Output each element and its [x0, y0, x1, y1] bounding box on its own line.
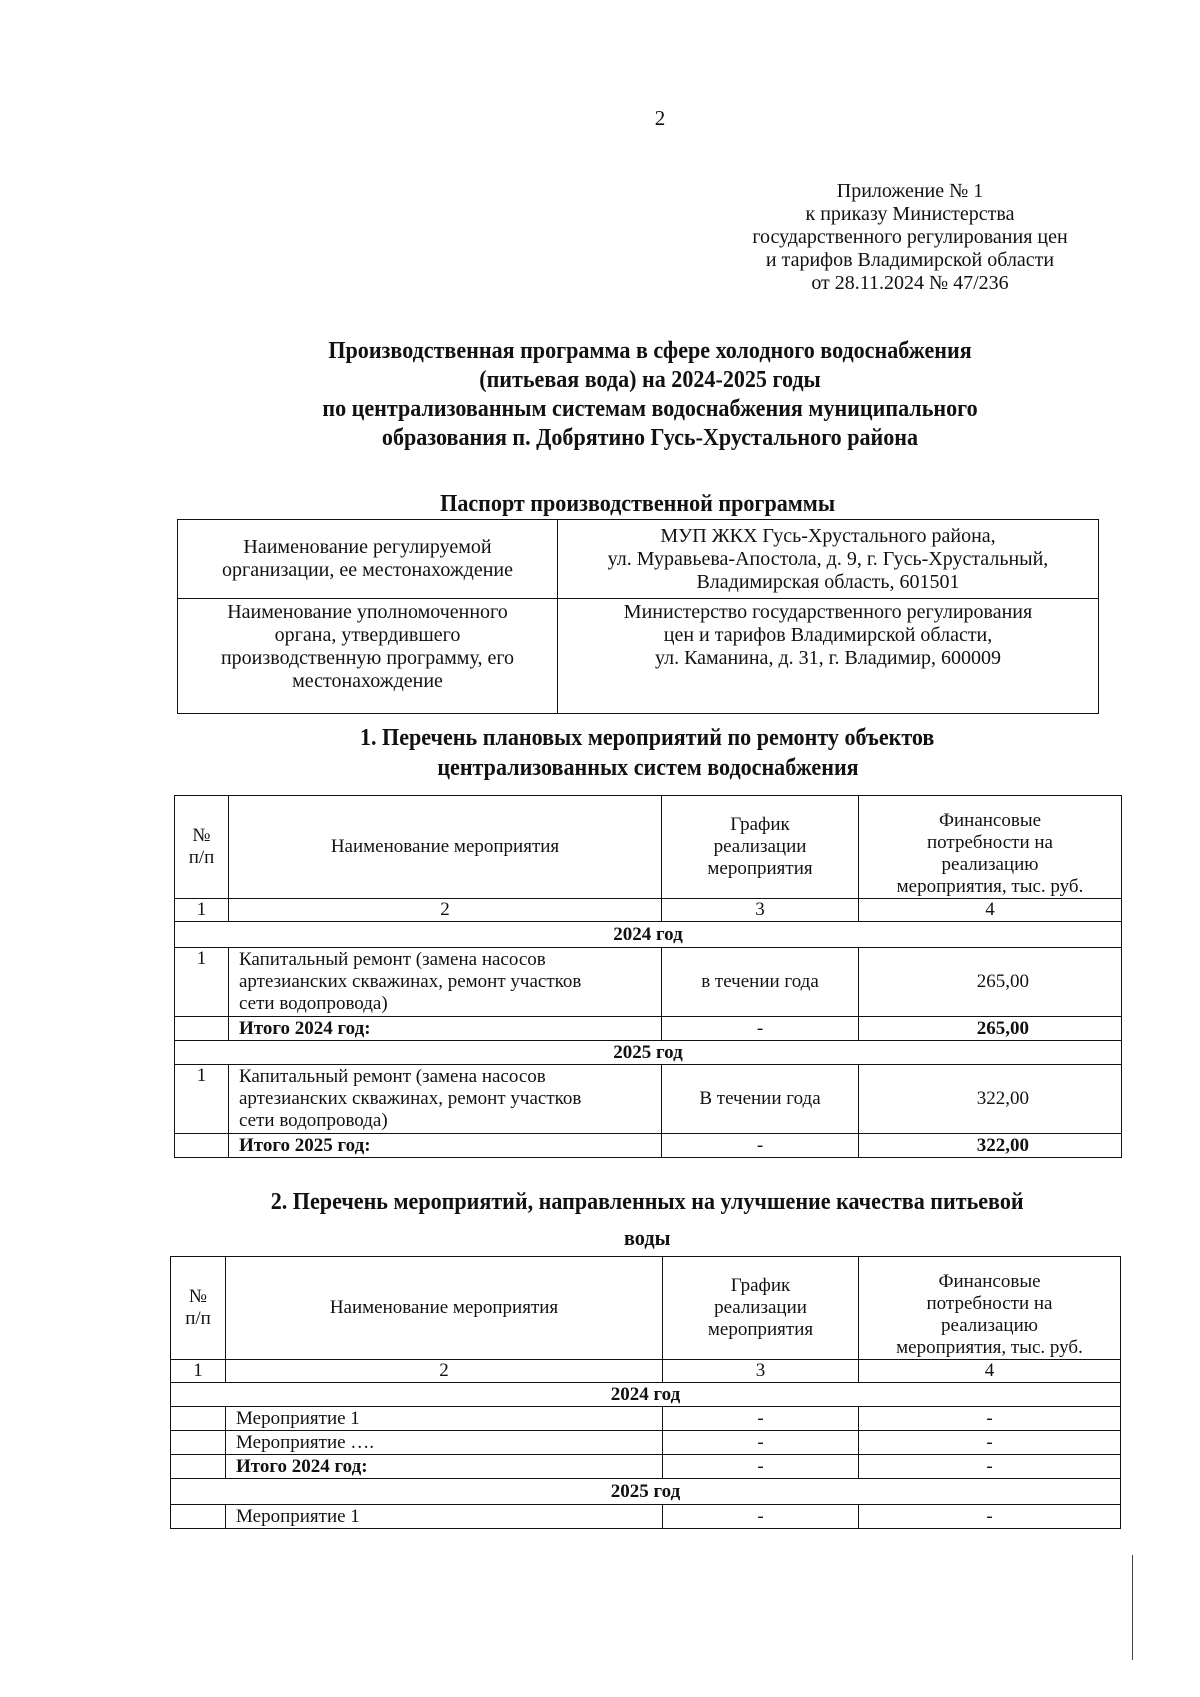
- total-row: [175, 1134, 1122, 1158]
- table-row: [171, 1505, 1121, 1529]
- row-num-empty: [171, 1431, 226, 1455]
- col-header-name: Наименование мероприятия: [229, 796, 662, 899]
- row-finance: -: [859, 1505, 1121, 1529]
- total-label: Итого 2024 год:: [226, 1455, 663, 1479]
- passport-value: МУП ЖКХ Гусь-Хрустального района, ул. Муравьева-Апостола, д. 9, г. Гусь-Хрустальный, Владимирская область, 601501: [558, 520, 1099, 599]
- row-schedule: в течении года: [662, 948, 859, 1017]
- row-finance: 322,00: [859, 1065, 1122, 1134]
- passport-row-organization: [178, 520, 1099, 599]
- row-name: Мероприятие 1: [226, 1407, 663, 1431]
- total-row: [175, 1017, 1122, 1041]
- year-row: [175, 1041, 1122, 1065]
- total-finance: 322,00: [859, 1134, 1122, 1158]
- row-finance: 265,00: [859, 948, 1122, 1017]
- col-header-finance: Финансовые потребности на реализацию мероприятия, тыс. руб.: [859, 1257, 1121, 1360]
- section2-table: [170, 1256, 1121, 1529]
- table-row: [171, 1431, 1121, 1455]
- row-num-empty: [175, 1134, 229, 1158]
- title-line: по централизованным системам водоснабжения муниципального: [322, 396, 978, 422]
- passport-row-authority: [178, 599, 1099, 714]
- document-title: [180, 337, 1120, 453]
- column-number-row: [171, 1360, 1121, 1383]
- passport-value: Министерство государственного регулирования цен и тарифов Владимирской области, ул. Каманина, д. 31, г. Владимир, 600009: [558, 599, 1099, 714]
- row-num: 1: [175, 1065, 229, 1134]
- title-line: образования п. Добрятино Гусь-Хрустального района: [381, 425, 919, 451]
- row-num-empty: [171, 1505, 226, 1529]
- annex-line: к приказу Министерства: [805, 203, 1015, 225]
- col-header-finance: Финансовые потребности на реализацию мероприятия, тыс. руб.: [859, 796, 1122, 899]
- row-schedule: -: [663, 1407, 859, 1431]
- scan-edge-line: [1132, 1555, 1133, 1660]
- annex-line: Приложение № 1: [836, 180, 984, 202]
- section1-table: [174, 795, 1122, 1158]
- passport-heading: Паспорт производственной программы: [440, 491, 835, 517]
- column-number: 3: [663, 1360, 859, 1383]
- section1-heading: 1. Перечень плановых мероприятий по ремонту объектов централизованных систем водоснабжения: [360, 725, 935, 781]
- row-name: Мероприятие 1: [226, 1505, 663, 1529]
- total-finance: 265,00: [859, 1017, 1122, 1041]
- page-number: 2: [654, 106, 666, 130]
- section2-heading: 2. Перечень мероприятий, направленных на улучшение качества питьевой воды: [271, 1189, 1024, 1250]
- column-number: 3: [662, 899, 859, 922]
- year-label: 2024 год: [175, 922, 1122, 948]
- col-header-num: № п/п: [171, 1257, 226, 1360]
- year-label: 2024 год: [171, 1383, 1121, 1407]
- row-finance: -: [859, 1431, 1121, 1455]
- column-number-row: [175, 899, 1122, 922]
- row-name: Капитальный ремонт (замена насосов артезианских скважинах, ремонт участков сети водопровода): [229, 1065, 662, 1134]
- row-name: Мероприятие ….: [226, 1431, 663, 1455]
- column-number: 1: [171, 1360, 226, 1383]
- column-number: 4: [859, 1360, 1121, 1383]
- column-number: 1: [175, 899, 229, 922]
- passport-label: Наименование регулируемой организации, ее местонахождение: [178, 520, 558, 599]
- year-label: 2025 год: [171, 1479, 1121, 1505]
- col-header-schedule: График реализации мероприятия: [663, 1257, 859, 1360]
- total-schedule: -: [663, 1455, 859, 1479]
- row-name: Капитальный ремонт (замена насосов артезианских скважинах, ремонт участков сети водопровода): [229, 948, 662, 1017]
- annex-line: от 28.11.2024 № 47/236: [811, 272, 1009, 294]
- total-finance: -: [859, 1455, 1121, 1479]
- row-num-empty: [171, 1407, 226, 1431]
- table-row: [171, 1407, 1121, 1431]
- col-header-num: № п/п: [175, 796, 229, 899]
- col-header-schedule: График реализации мероприятия: [662, 796, 859, 899]
- column-number: 2: [229, 899, 662, 922]
- table-row: [175, 948, 1122, 1017]
- row-schedule: -: [663, 1505, 859, 1529]
- row-num: 1: [175, 948, 229, 1017]
- table-header-row: [171, 1257, 1121, 1360]
- passport-label: Наименование уполномоченного органа, утвердившего производственную программу, его местонахождение: [178, 599, 558, 714]
- row-num-empty: [171, 1455, 226, 1479]
- total-schedule: -: [662, 1134, 859, 1158]
- col-header-name: Наименование мероприятия: [226, 1257, 663, 1360]
- column-number: 2: [226, 1360, 663, 1383]
- table-header-row: [175, 796, 1122, 899]
- total-label: Итого 2025 год:: [229, 1134, 662, 1158]
- column-number: 4: [859, 899, 1122, 922]
- title-line: (питьевая вода) на 2024-2025 годы: [479, 367, 821, 393]
- year-label: 2025 год: [175, 1041, 1122, 1065]
- row-schedule: В течении года: [662, 1065, 859, 1134]
- row-num-empty: [175, 1017, 229, 1041]
- table-row: [175, 1065, 1122, 1134]
- year-row: [171, 1479, 1121, 1505]
- year-row: [171, 1383, 1121, 1407]
- row-finance: -: [859, 1407, 1121, 1431]
- annex-line: государственного регулирования цен: [752, 226, 1068, 248]
- title-line: Производственная программа в сфере холодного водоснабжения: [328, 338, 972, 364]
- row-schedule: -: [663, 1431, 859, 1455]
- total-schedule: -: [662, 1017, 859, 1041]
- total-row: [171, 1455, 1121, 1479]
- passport-table: [177, 519, 1099, 714]
- total-label: Итого 2024 год:: [229, 1017, 662, 1041]
- annex-block: [700, 180, 1120, 295]
- annex-line: и тарифов Владимирской области: [765, 249, 1055, 271]
- year-row: [175, 922, 1122, 948]
